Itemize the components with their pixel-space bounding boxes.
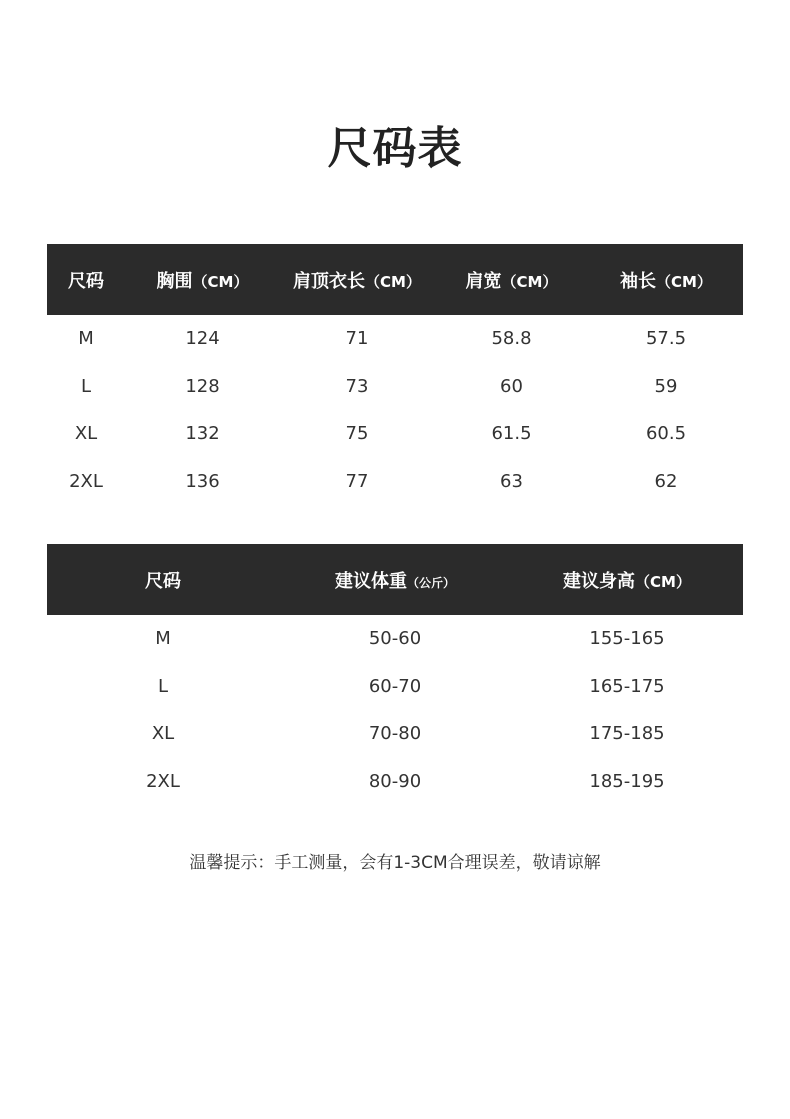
table-header [47,244,743,315]
cell-shoulder: 60 [500,375,523,397]
garment-size-table [47,244,743,505]
cell-sleeve: 57.5 [645,328,687,350]
header-cell-size [47,267,125,293]
cell-sleeve: 60.5 [645,423,687,445]
header-unit: （CM） [365,272,421,291]
fit-recommendation-table [47,544,743,805]
header-label: 肩宽 [465,270,502,292]
cell-sleeve: 62 [654,470,678,492]
header-label: 肩顶衣长 [293,270,366,292]
header-unit: （CM） [656,272,712,291]
header-label: 胸围 [156,270,193,292]
cell-sleeve: 59 [654,375,678,397]
cell-chest: 132 [185,423,220,445]
header-label: 尺码 [68,270,104,292]
cell-size: L [157,675,169,697]
header-label: 建议体重 [334,570,407,592]
header-unit: （CM） [501,272,558,291]
table-row [47,663,743,711]
cell-chest: 124 [185,328,220,350]
header-cell-height [511,567,743,593]
cell-size: 2XL [146,770,180,792]
table-row [47,710,743,758]
table-body [47,315,743,505]
header-cell-length [280,267,434,293]
cell-length: 77 [345,470,369,492]
table-row [47,315,743,363]
header-unit: （CM） [635,572,691,591]
cell-weight: 60-70 [368,675,422,697]
table-row [47,458,743,506]
header-unit: （CM） [192,272,249,291]
table-row [47,410,743,458]
cell-length: 71 [345,328,369,350]
cell-size: M [155,628,171,650]
cell-height: 185-195 [589,770,665,792]
header-label: 袖长 [620,270,657,292]
cell-height: 155-165 [589,628,665,650]
header-label: 尺码 [145,570,181,592]
cell-shoulder: 61.5 [491,423,532,445]
header-unit: （公斤） [406,575,455,590]
cell-chest: 136 [185,470,220,492]
header-label: 建议身高 [563,570,636,592]
cell-shoulder: 63 [500,470,523,492]
cell-size: 2XL [69,470,103,492]
cell-size: XL [151,723,175,745]
header-cell-chest [125,267,280,293]
cell-weight: 50-60 [368,628,422,650]
header-cell-sleeve [589,267,743,293]
table-header [47,544,743,615]
table-body [47,615,743,805]
page-title: 尺码表 [327,123,463,174]
measurement-note: 温馨提示：手工测量，会有1-3CM合理误差，敬请谅解 [189,853,601,873]
cell-chest: 128 [185,375,220,397]
table-row [47,363,743,411]
header-cell-shoulder [434,267,589,293]
cell-height: 175-185 [589,723,665,745]
cell-height: 165-175 [589,675,665,697]
cell-size: XL [74,423,98,445]
cell-length: 73 [345,375,369,397]
cell-size: M [78,328,94,350]
table-row [47,758,743,806]
cell-shoulder: 58.8 [491,328,532,350]
header-cell-size [47,567,279,593]
header-cell-weight [279,567,511,593]
cell-weight: 70-80 [368,723,422,745]
cell-size: L [80,375,92,397]
table-row [47,615,743,663]
cell-length: 75 [345,423,369,445]
cell-weight: 80-90 [368,770,422,792]
